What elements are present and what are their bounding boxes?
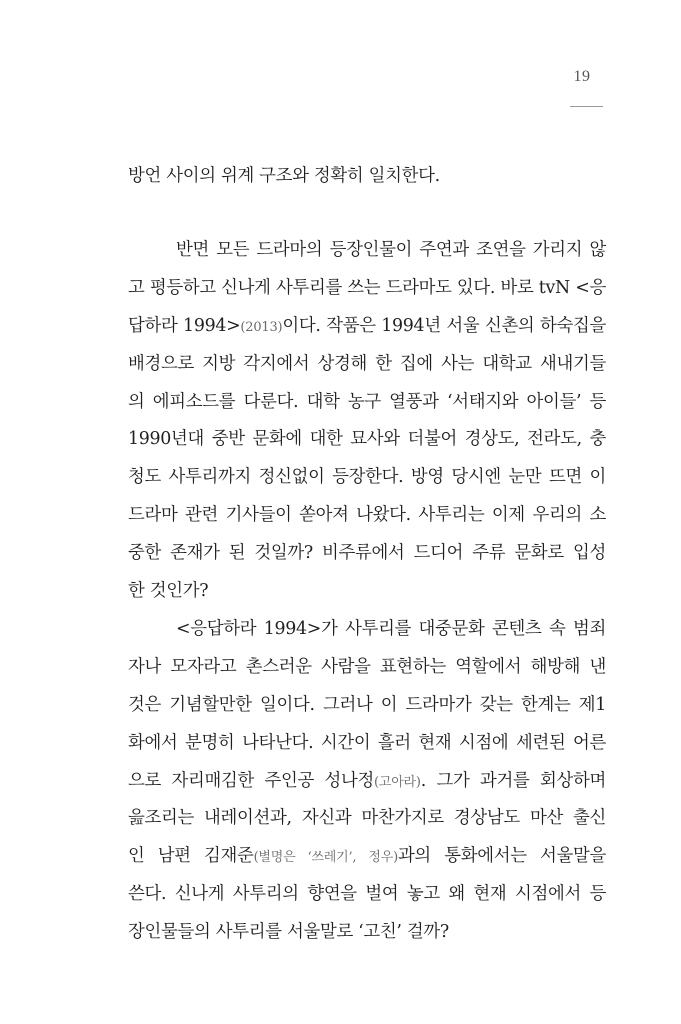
text-line: 화에서 분명히 나타난다. 시간이 흘러 현재 시점에 세련된 어른 [128,732,606,753]
text-segment: . 그가 과거를 회상하며 [420,770,606,791]
text-segment: 답하라 1994> [128,315,241,336]
actor-note: (별명은 ‘쓰레기’, 정우) [253,850,398,866]
paragraph-2 [128,611,606,952]
text-line: 배경으로 지방 각지에서 상경해 한 집에 사는 대학교 새내기들 [128,353,606,374]
page-number: 19 [573,68,591,85]
text-segment: 으로 자리매김한 주인공 성나정 [128,770,374,791]
text-line: <응답하라 1994>가 사투리를 대중문화 콘텐츠 속 범죄 [176,619,606,639]
text-segment: 인 남편 김재준 [128,846,254,867]
text-line [128,838,606,876]
text-line: 한 것인가? [128,581,209,602]
text-segment: 이다. 작품은 1994년 서울 신촌의 하숙집을 [282,315,606,336]
text-line: 고 평등하고 신나게 사투리를 쓰는 드라마도 있다. 바로 tvN <응 [128,277,606,298]
text-segment: 과의 통화에서는 서울말을 [397,846,606,867]
text-line: 방언 사이의 위계 구조와 정확히 일치한다. [128,166,440,186]
text-line [128,763,606,801]
continuation-text [128,158,606,196]
text-line: 읊조리는 내레이션과, 자신과 마찬가지로 경상남도 마산 출신 [128,808,606,829]
text-line: 자나 모자라고 촌스러운 사람을 표현하는 역할에서 해방해 낸 [128,656,606,677]
paragraph-1 [128,232,606,611]
text-line: 반면 모든 드라마의 등장인물이 주연과 조연을 가리지 않 [176,240,606,260]
page-number-rule [570,106,603,107]
text-line: 청도 사투리까지 정신없이 등장한다. 방영 당시엔 눈만 뜨면 이 [128,467,606,488]
text-line: 드라마 관련 기사들이 쏟아져 나왔다. 사투리는 이제 우리의 소 [128,505,606,526]
text-line: 중한 존재가 된 것일까? 비주류에서 드디어 주류 문화로 입성 [128,543,606,564]
text-line: 것은 기념할만한 일이다. 그러나 이 드라마가 갖는 한계는 제1 [128,694,606,715]
year-note: (2013) [240,319,283,335]
text-line: 1990년대 중반 문화에 대한 묘사와 더불어 경상도, 전라도, 충 [128,429,606,450]
text-line [128,308,606,346]
text-line: 쓴다. 신나게 사투리의 향연을 벌여 놓고 왜 현재 시점에서 등 [128,884,606,905]
text-line: 의 에피소드를 다룬다. 대학 농구 열풍과 ‘서태지와 아이들’ 등 [128,391,606,412]
text-line: 장인물들의 사투리를 서울말로 ‘고친’ 걸까? [128,922,449,943]
actor-note: (고아라) [373,774,421,790]
